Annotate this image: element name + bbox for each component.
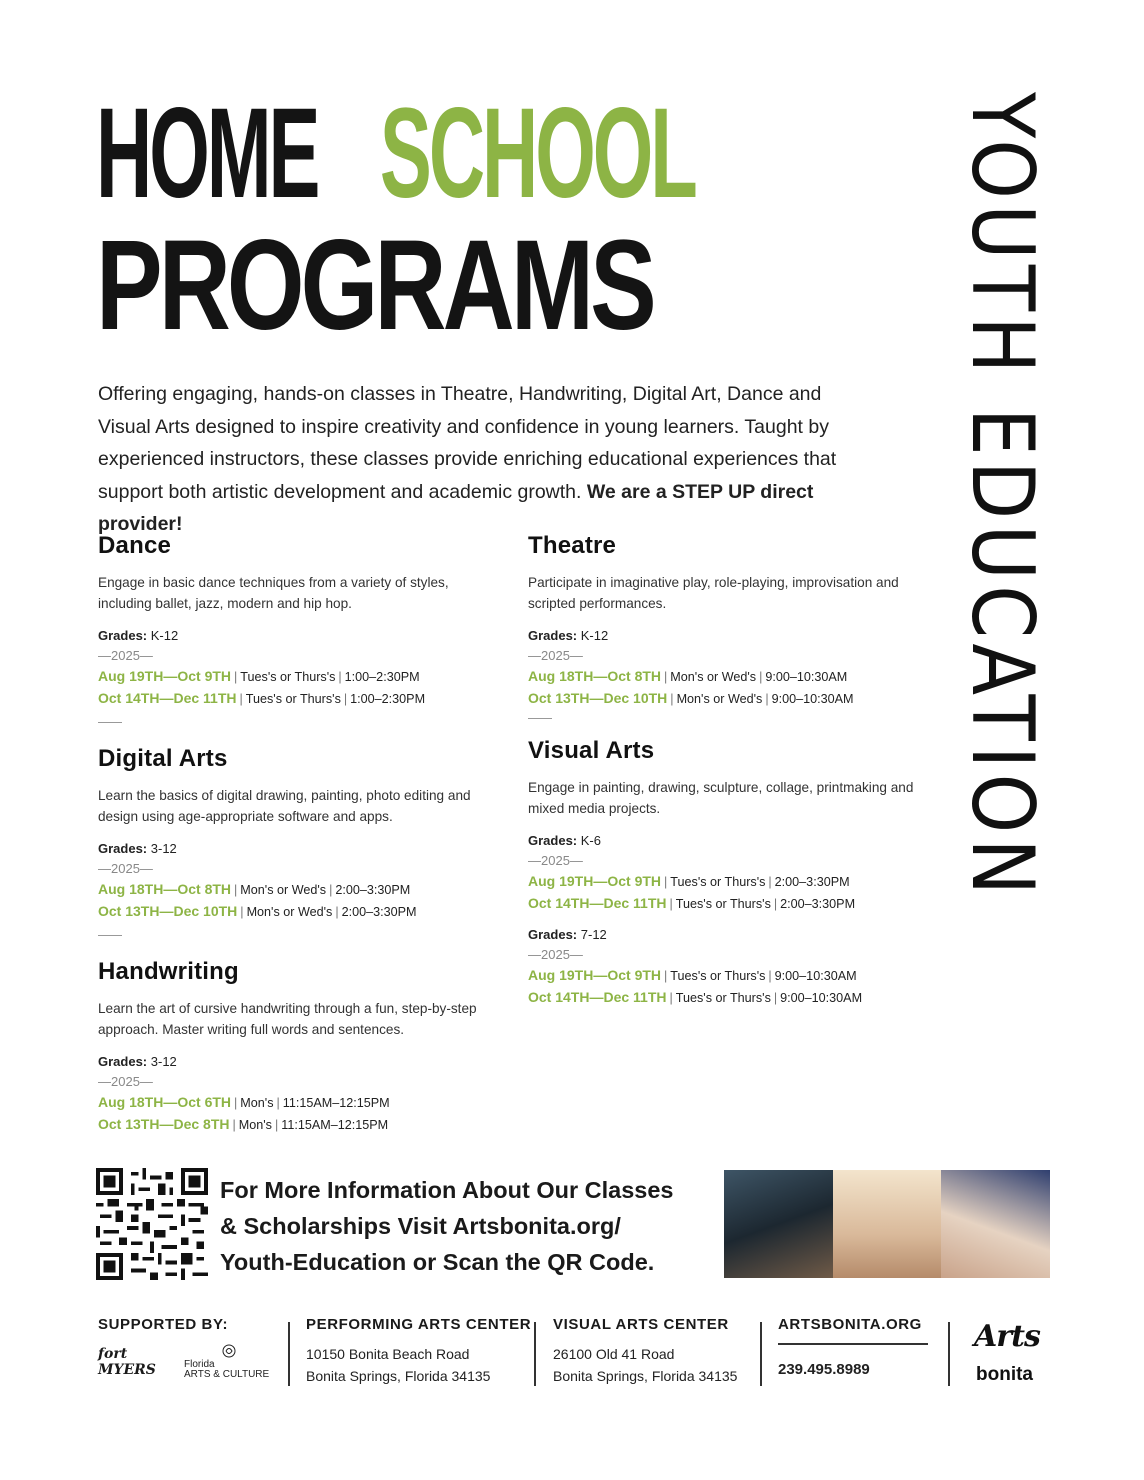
supported-by-label: SUPPORTED BY: (98, 1316, 229, 1333)
programs-left-column (98, 532, 498, 1150)
program-description: Engage in painting, drawing, sculpture, collage, printmaking and mixed media projects. (528, 780, 914, 816)
grades-line: Grades: K-6 (528, 833, 601, 848)
grades-line: Grades: 7-12 (528, 927, 607, 942)
florida-leaf-icon (218, 1342, 240, 1360)
footer-supported-by (98, 1316, 288, 1380)
grades-line: Grades: K-12 (528, 628, 609, 643)
program-theatre (528, 532, 928, 719)
vac-address-line1: 26100 Old 41 Road (553, 1346, 675, 1362)
photo-visual-arts-student (941, 1170, 1050, 1278)
year-line: —2025— (98, 861, 153, 876)
session-row: Aug 18TH—Oct 6TH | Mon's | 11:15AM–12:15PM (98, 1094, 390, 1110)
pac-address-line1: 10150 Bonita Beach Road (306, 1346, 470, 1362)
footer-visual-arts-center (553, 1316, 763, 1387)
vac-address-line2: Bonita Springs, Florida 34135 (553, 1368, 738, 1384)
session-row: Aug 19TH—Oct 9TH | Tues's or Thurs's | 9:00–10:30AM (528, 967, 857, 983)
session-row: Oct 14TH—Dec 11TH | Tues's or Thurs's | 9:00–10:30AM (528, 989, 863, 1005)
page-title (96, 82, 896, 357)
year-line: —2025— (528, 853, 583, 868)
arts-bonita-logo (964, 1316, 1056, 1388)
year-line: —2025— (528, 648, 583, 663)
pac-address-line2: Bonita Springs, Florida 34135 (306, 1368, 491, 1384)
photo-digital-arts-student (724, 1170, 833, 1278)
title-school: SCHOOL (379, 82, 695, 225)
program-title: Digital Arts (98, 745, 228, 772)
program-description: Engage in basic dance techniques from a variety of styles, including ballet, jazz, modern and hip hop. (98, 575, 449, 611)
year-line: —2025— (98, 1074, 153, 1089)
session-row: Oct 13TH—Dec 10TH | Mon's or Wed's | 9:00–10:30AM (528, 690, 854, 706)
program-description: Learn the art of cursive handwriting through a fun, step-by-step approach. Master writing full words and sentences. (98, 1001, 477, 1037)
divider (534, 1322, 536, 1386)
florida-arts-culture-logo (182, 1342, 282, 1382)
session-row: Aug 18TH—Oct 8TH | Mon's or Wed's | 9:00–10:30AM (528, 668, 848, 684)
program-title: Visual Arts (528, 737, 655, 764)
intro-emphasis: We are a STEP UP direct provider! (98, 480, 814, 535)
session-row: Aug 19TH—Oct 9TH | Tues's or Thurs's | 2:00–3:30PM (528, 873, 850, 889)
program-visual-arts (528, 737, 928, 1009)
year-line: —2025— (528, 947, 583, 962)
grades-line: Grades: 3-12 (98, 1054, 177, 1069)
divider (288, 1322, 290, 1386)
title-line-1 (96, 82, 896, 225)
program-digital-arts (98, 745, 498, 936)
arts-bonita-logo-mark: Arts (974, 1319, 1040, 1354)
florida-logo-line1: Florida (184, 1359, 215, 1370)
title-home: HOME (96, 82, 318, 225)
vac-title: VISUAL ARTS CENTER (553, 1316, 729, 1333)
divider (98, 722, 122, 723)
grades-line: Grades: K-12 (98, 628, 179, 643)
divider (948, 1322, 950, 1386)
title-programs: PROGRAMS (96, 214, 653, 357)
session-row: Aug 19TH—Oct 9TH | Tues's or Thurs's | 1:00–2:30PM (98, 668, 420, 684)
divider (98, 935, 122, 936)
fort-myers-logo (98, 1346, 178, 1380)
session-row: Aug 18TH—Oct 8TH | Mon's or Wed's | 2:00–3:30PM (98, 881, 411, 897)
florida-logo-line2: ARTS & CULTURE (184, 1369, 270, 1380)
info-line-1: For More Information About Our Classes (220, 1177, 674, 1203)
programs-right-column (528, 532, 928, 1023)
program-title: Theatre (528, 532, 617, 559)
title-line-2 (96, 214, 896, 357)
session-row: Oct 14TH—Dec 11TH | Tues's or Thurs's | 2:00–3:30PM (528, 895, 856, 911)
pac-title: PERFORMING ARTS CENTER (306, 1316, 532, 1333)
photo-strip (724, 1170, 1050, 1278)
photo-dance-students (833, 1170, 942, 1278)
program-description: Learn the basics of digital drawing, painting, photo editing and design using age-appropriate software and apps. (98, 788, 471, 824)
program-description: Participate in imaginative play, role-playing, improvisation and scripted performances. (528, 575, 899, 611)
session-row: Oct 13TH—Dec 10TH | Mon's or Wed's | 2:00–3:30PM (98, 903, 417, 919)
info-band (96, 1168, 1056, 1280)
footer-performing-arts-center (306, 1316, 536, 1387)
arts-bonita-logo-word: bonita (976, 1364, 1033, 1385)
year-line: —2025— (98, 648, 153, 663)
info-line-3: Youth-Education or Scan the QR Code. (220, 1249, 655, 1275)
session-row: Oct 13TH—Dec 8TH | Mon's | 11:15AM–12:15PM (98, 1116, 389, 1132)
program-title: Dance (98, 532, 172, 559)
grades-line: Grades: 3-12 (98, 841, 177, 856)
intro-text: Offering engaging, hands-on classes in Theatre, Handwriting, Digital Art, Dance and Visual Arts designed to inspire creativity and confidence in young learners. Taught by experienced instructors, these classes provide enriching educational experiences that support both artistic development and academic growth. (98, 383, 837, 503)
info-text (220, 1172, 720, 1280)
session-row: Oct 14TH—Dec 11TH | Tues's or Thurs's | 1:00–2:30PM (98, 690, 426, 706)
program-dance (98, 532, 498, 723)
qr-code-icon[interactable] (96, 1168, 208, 1280)
phone-number[interactable]: 239.495.8989 (778, 1360, 870, 1378)
side-title (952, 92, 1054, 1122)
footer (96, 1316, 1056, 1396)
info-line-2: & Scholarships Visit Artsbonita.org/ (220, 1213, 621, 1239)
divider (760, 1322, 762, 1386)
divider (528, 718, 552, 719)
intro-paragraph (98, 378, 878, 541)
divider (778, 1343, 928, 1345)
footer-contact (778, 1316, 948, 1381)
program-title: Handwriting (98, 958, 239, 985)
program-handwriting (98, 958, 498, 1136)
fort-myers-logo-text: fort MYERS (98, 1346, 156, 1378)
side-title-text: YOUTH EDUCATION (952, 92, 1052, 901)
website-link[interactable]: ARTSBONITA.ORG (778, 1316, 922, 1333)
